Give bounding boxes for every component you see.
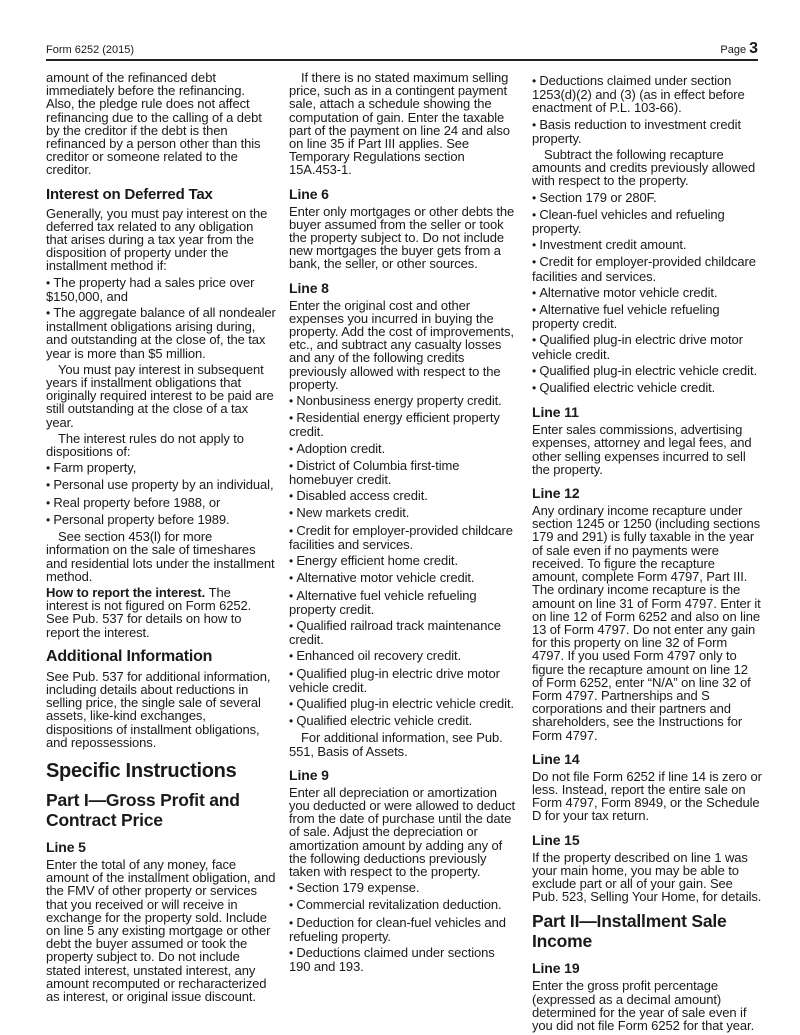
bullet-marker: •	[532, 303, 540, 318]
bullet-item: • Credit for employer-provided childcare facilities and services.	[289, 522, 513, 552]
bullet-marker: •	[289, 945, 297, 960]
bullet-marker: •	[289, 881, 297, 896]
paragraph: Enter the gross profit percentage (expressed as a decimal amount) determined for the year of sale even if you did not file Form 6252 for that year.	[532, 978, 755, 1033]
bullet-item: • Qualified plug-in electric vehicle credit.	[532, 362, 757, 378]
bullet-marker: •	[46, 512, 54, 527]
bullet-item: • Enhanced oil recovery credit.	[289, 648, 462, 664]
bullet-item: • Adoption credit.	[289, 440, 386, 456]
bullet-item: • Alternative fuel vehicle refueling property credit.	[532, 302, 720, 332]
bullet-item: • Alternative motor vehicle credit.	[289, 570, 475, 586]
column-2	[289, 71, 519, 1035]
paragraph: If there is no stated maximum selling price, such as in a contingent payment sale, attach a schedule showing the computation of gain. Enter the taxable part of the payment on line 24 and also on line 35 if Part III applies. See Temporary Regulations section 15A.453-1.	[289, 70, 510, 178]
paragraph: Any ordinary income recapture under section 1245 or 1250 (including sections 179 and 291) is fully taxable in the year of sale even if no payments were received. To figure the recapture amount, complete Form 4797, Part III. The ordinary income recapture is the amount on line 31 of Form 4797. Enter it on line 12 of Form 6252 and also on line 13 of Form 4797. Do not enter any gain for this property on line 32 of Form 4797. If you used Form 4797 only to figure the recapture amount on line 12 of Form 6252, enter “N/A” on line 32 of Form 4797. Partnerships and S corporations and their partners and shareholders, see the Instructions for Form 4797.	[532, 503, 761, 743]
bullet-item: • Qualified plug-in electric drive motor vehicle credit.	[289, 665, 500, 695]
paragraph: Do not file Form 6252 if line 14 is zero or less. Instead, report the entire sale on Form 4797, Form 8949, or the Schedule D for your tax return.	[532, 768, 762, 824]
bullet-marker: •	[532, 255, 540, 270]
bullet-marker: •	[289, 588, 297, 603]
bullet-item: • Real property before 1988, or	[46, 494, 221, 510]
paragraph: Subtract the following recapture amounts and credits previously allowed with respect to the property.	[532, 147, 756, 189]
bullet-marker: •	[289, 506, 297, 521]
bullet-item: • Disabled access credit.	[289, 488, 428, 504]
bullet-marker: •	[289, 489, 297, 504]
bullet-item: • Personal use property by an individual,	[46, 477, 274, 493]
runin-paragraph: How to report the interest. The interest is not figured on Form 6252. See Pub. 537 for details on how to report the interest.	[46, 584, 252, 640]
bullet-item: • Qualified plug-in electric vehicle credit.	[289, 695, 514, 711]
bullet-item: • Deductions claimed under sections 190 and 193.	[289, 944, 495, 975]
line-heading: Line 14	[532, 750, 580, 767]
bullet-item: • Qualified electric vehicle credit.	[532, 380, 716, 396]
bullet-marker: •	[289, 523, 297, 538]
bullet-marker: •	[532, 363, 540, 378]
content-columns	[46, 71, 762, 1035]
line-heading: Line 11	[532, 404, 579, 421]
bullet-marker: •	[46, 461, 54, 476]
paragraph: See Pub. 537 for additional information, including details about reductions in selling price, the single sale of several assets, like-kind exchanges, dispositions of installment obligations, and repossessions.	[46, 668, 271, 750]
bullet-item: • Farm property,	[46, 460, 137, 476]
part-heading: Part II—Installment Sale Income	[532, 911, 727, 952]
bullet-item: • Qualified electric vehicle credit.	[289, 713, 473, 729]
bullet-item: • Nonbusiness energy property credit.	[289, 393, 502, 409]
line-heading: Line 9	[289, 766, 329, 783]
bullet-item: • Basis reduction to investment credit property.	[532, 116, 741, 146]
bullet-marker: •	[532, 207, 540, 222]
bullet-marker: •	[289, 411, 297, 426]
bullet-item: • Deductions claimed under section 1253(d)(2) and (3) (as in effect before enactment of P.L. 103-66).	[532, 73, 745, 116]
bullet-marker: •	[532, 238, 540, 253]
bullet-marker: •	[289, 554, 297, 569]
column-3	[532, 71, 762, 1035]
paragraph: You must pay interest in subsequent years if installment obligations that originally required interest to be paid are still outstanding at the close of a tax year.	[46, 361, 274, 430]
bullet-item: • Section 179 expense.	[289, 880, 420, 896]
paragraph: Enter sales commissions, advertising expenses, attorney and legal fees, and other selling expenses incurred to sell the property.	[532, 422, 752, 477]
line-heading: Line 19	[532, 960, 580, 977]
bullet-marker: •	[289, 915, 297, 930]
bullet-marker: •	[46, 306, 54, 321]
line-heading: Line 5	[46, 838, 86, 855]
line-heading: Line 6	[289, 185, 329, 202]
bullet-marker: •	[289, 666, 297, 681]
paragraph: The interest rules do not apply to dispositions of:	[46, 430, 244, 460]
bullet-marker: •	[289, 618, 297, 633]
paragraph: If the property described on line 1 was your main home, you may be able to exclude part or all of your gain. See Pub. 523, Selling Your Home, for details.	[532, 849, 762, 905]
bullet-item: • Alternative motor vehicle credit.	[532, 284, 718, 300]
bullet-marker: •	[46, 275, 54, 290]
paragraph: Generally, you must pay interest on the deferred tax related to any obligation that arises during a tax year from the disposition of property under the installment method if:	[46, 205, 268, 274]
bullet-marker: •	[289, 441, 297, 456]
bullet-item: • Residential energy efficient property credit.	[289, 410, 500, 440]
paragraph: See section 453(l) for more information on the sale of timeshares and residential lots under the installment method.	[46, 529, 275, 584]
page-number: 3	[749, 40, 758, 57]
part-heading: Part I—Gross Profit and Contract Price	[46, 789, 240, 830]
bullet-marker: •	[289, 898, 297, 913]
bullet-marker: •	[532, 117, 540, 132]
line-heading: Line 15	[532, 831, 580, 848]
page-label: Page	[720, 44, 747, 56]
bullet-item: • New markets credit.	[289, 505, 410, 521]
paragraph: Enter the original cost and other expenses you incurred in buying the property. Add the cost of improvements, etc., and subtract any casualty losses and any of the following credits previously allowed with respect to the property.	[289, 297, 514, 392]
bullet-item: • Energy efficient home credit.	[289, 553, 458, 569]
bullet-marker: •	[289, 458, 297, 473]
bullet-item: • Deduction for clean-fuel vehicles and refueling property.	[289, 914, 506, 944]
bullet-item: • Qualified railroad track maintenance credit.	[289, 617, 501, 648]
paragraph: For additional information, see Pub. 551, Basis of Assets.	[289, 730, 503, 759]
page-indicator	[720, 40, 758, 58]
bullet-marker: •	[289, 571, 297, 586]
bullet-marker: •	[289, 714, 297, 729]
paragraph: amount of the refinanced debt immediately before the refinancing. Also, the pledge rule does not affect refinancing due to the calling of a debt by the creditor if the debt is then refinanced by a person other than this creditor or someone related to the creditor.	[46, 70, 262, 178]
bullet-item: • Credit for employer-provided childcare facilities and services.	[532, 254, 756, 284]
bullet-item: • The aggregate balance of all nondealer installment obligations arising during, and outstanding at the close of, the tax year is more than $5 million.	[46, 305, 276, 361]
paragraph: Enter only mortgages or other debts the buyer assumed from the seller or took the property subject to. Do not include new mortgages the buyer gets from a bank, the seller, or other sources.	[289, 203, 515, 272]
line-heading: Line 12	[532, 485, 580, 502]
column-1	[46, 71, 276, 1035]
bullet-item: • Personal property before 1989.	[46, 511, 230, 527]
subsection-heading: Additional Information	[46, 647, 213, 665]
bullet-item: • Section 179 or 280F.	[532, 189, 657, 205]
bullet-marker: •	[532, 74, 540, 88]
form-id: Form 6252 (2015)	[46, 44, 135, 56]
paragraph: Enter all depreciation or amortization you deducted or were allowed to deduct from the date of purchase until the date of sale. Adjust the depreciation or amortization amount by adding any of the following deductions previously taken with respect to the property.	[289, 784, 516, 879]
bullet-marker: •	[532, 190, 540, 205]
bullet-item: • Investment credit amount.	[532, 237, 687, 253]
bullet-item: • Commercial revitalization deduction.	[289, 897, 502, 913]
section-heading: Specific Instructions	[46, 759, 237, 782]
bullet-marker: •	[46, 495, 54, 510]
bullet-item: • Qualified plug-in electric drive motor vehicle credit.	[532, 332, 743, 362]
bullet-marker: •	[532, 333, 540, 348]
line-heading: Line 8	[289, 279, 329, 296]
bullet-marker: •	[289, 394, 297, 409]
runin-heading: How to report the interest.	[46, 584, 209, 600]
bullet-item: • Clean-fuel vehicles and refueling property.	[532, 206, 725, 237]
bullet-marker: •	[532, 285, 540, 300]
bullet-marker: •	[289, 649, 297, 664]
bullet-item: • The property had a sales price over $150,000, and	[46, 274, 255, 304]
header-rule	[46, 59, 758, 61]
paragraph: Enter the total of any money, face amount of the installment obligation, and the FMV of other property or services that you received or will receive in exchange for the property sold. Include on line 5 any existing mortgage or other debt the buyer assumed or took the property subject to. Do not include stated interest, unstated interest, any amount recomputed or recharacterized as interest, or original issue discount.	[46, 856, 276, 1004]
topic-heading: Interest on Deferred Tax	[46, 185, 213, 203]
bullet-marker: •	[532, 381, 540, 396]
bullet-marker: •	[289, 696, 297, 711]
bullet-item: • Alternative fuel vehicle refueling property credit.	[289, 587, 477, 617]
page-header	[46, 40, 758, 58]
bullet-item: • District of Columbia first-time homebuyer credit.	[289, 457, 460, 488]
bullet-marker: •	[46, 478, 54, 493]
